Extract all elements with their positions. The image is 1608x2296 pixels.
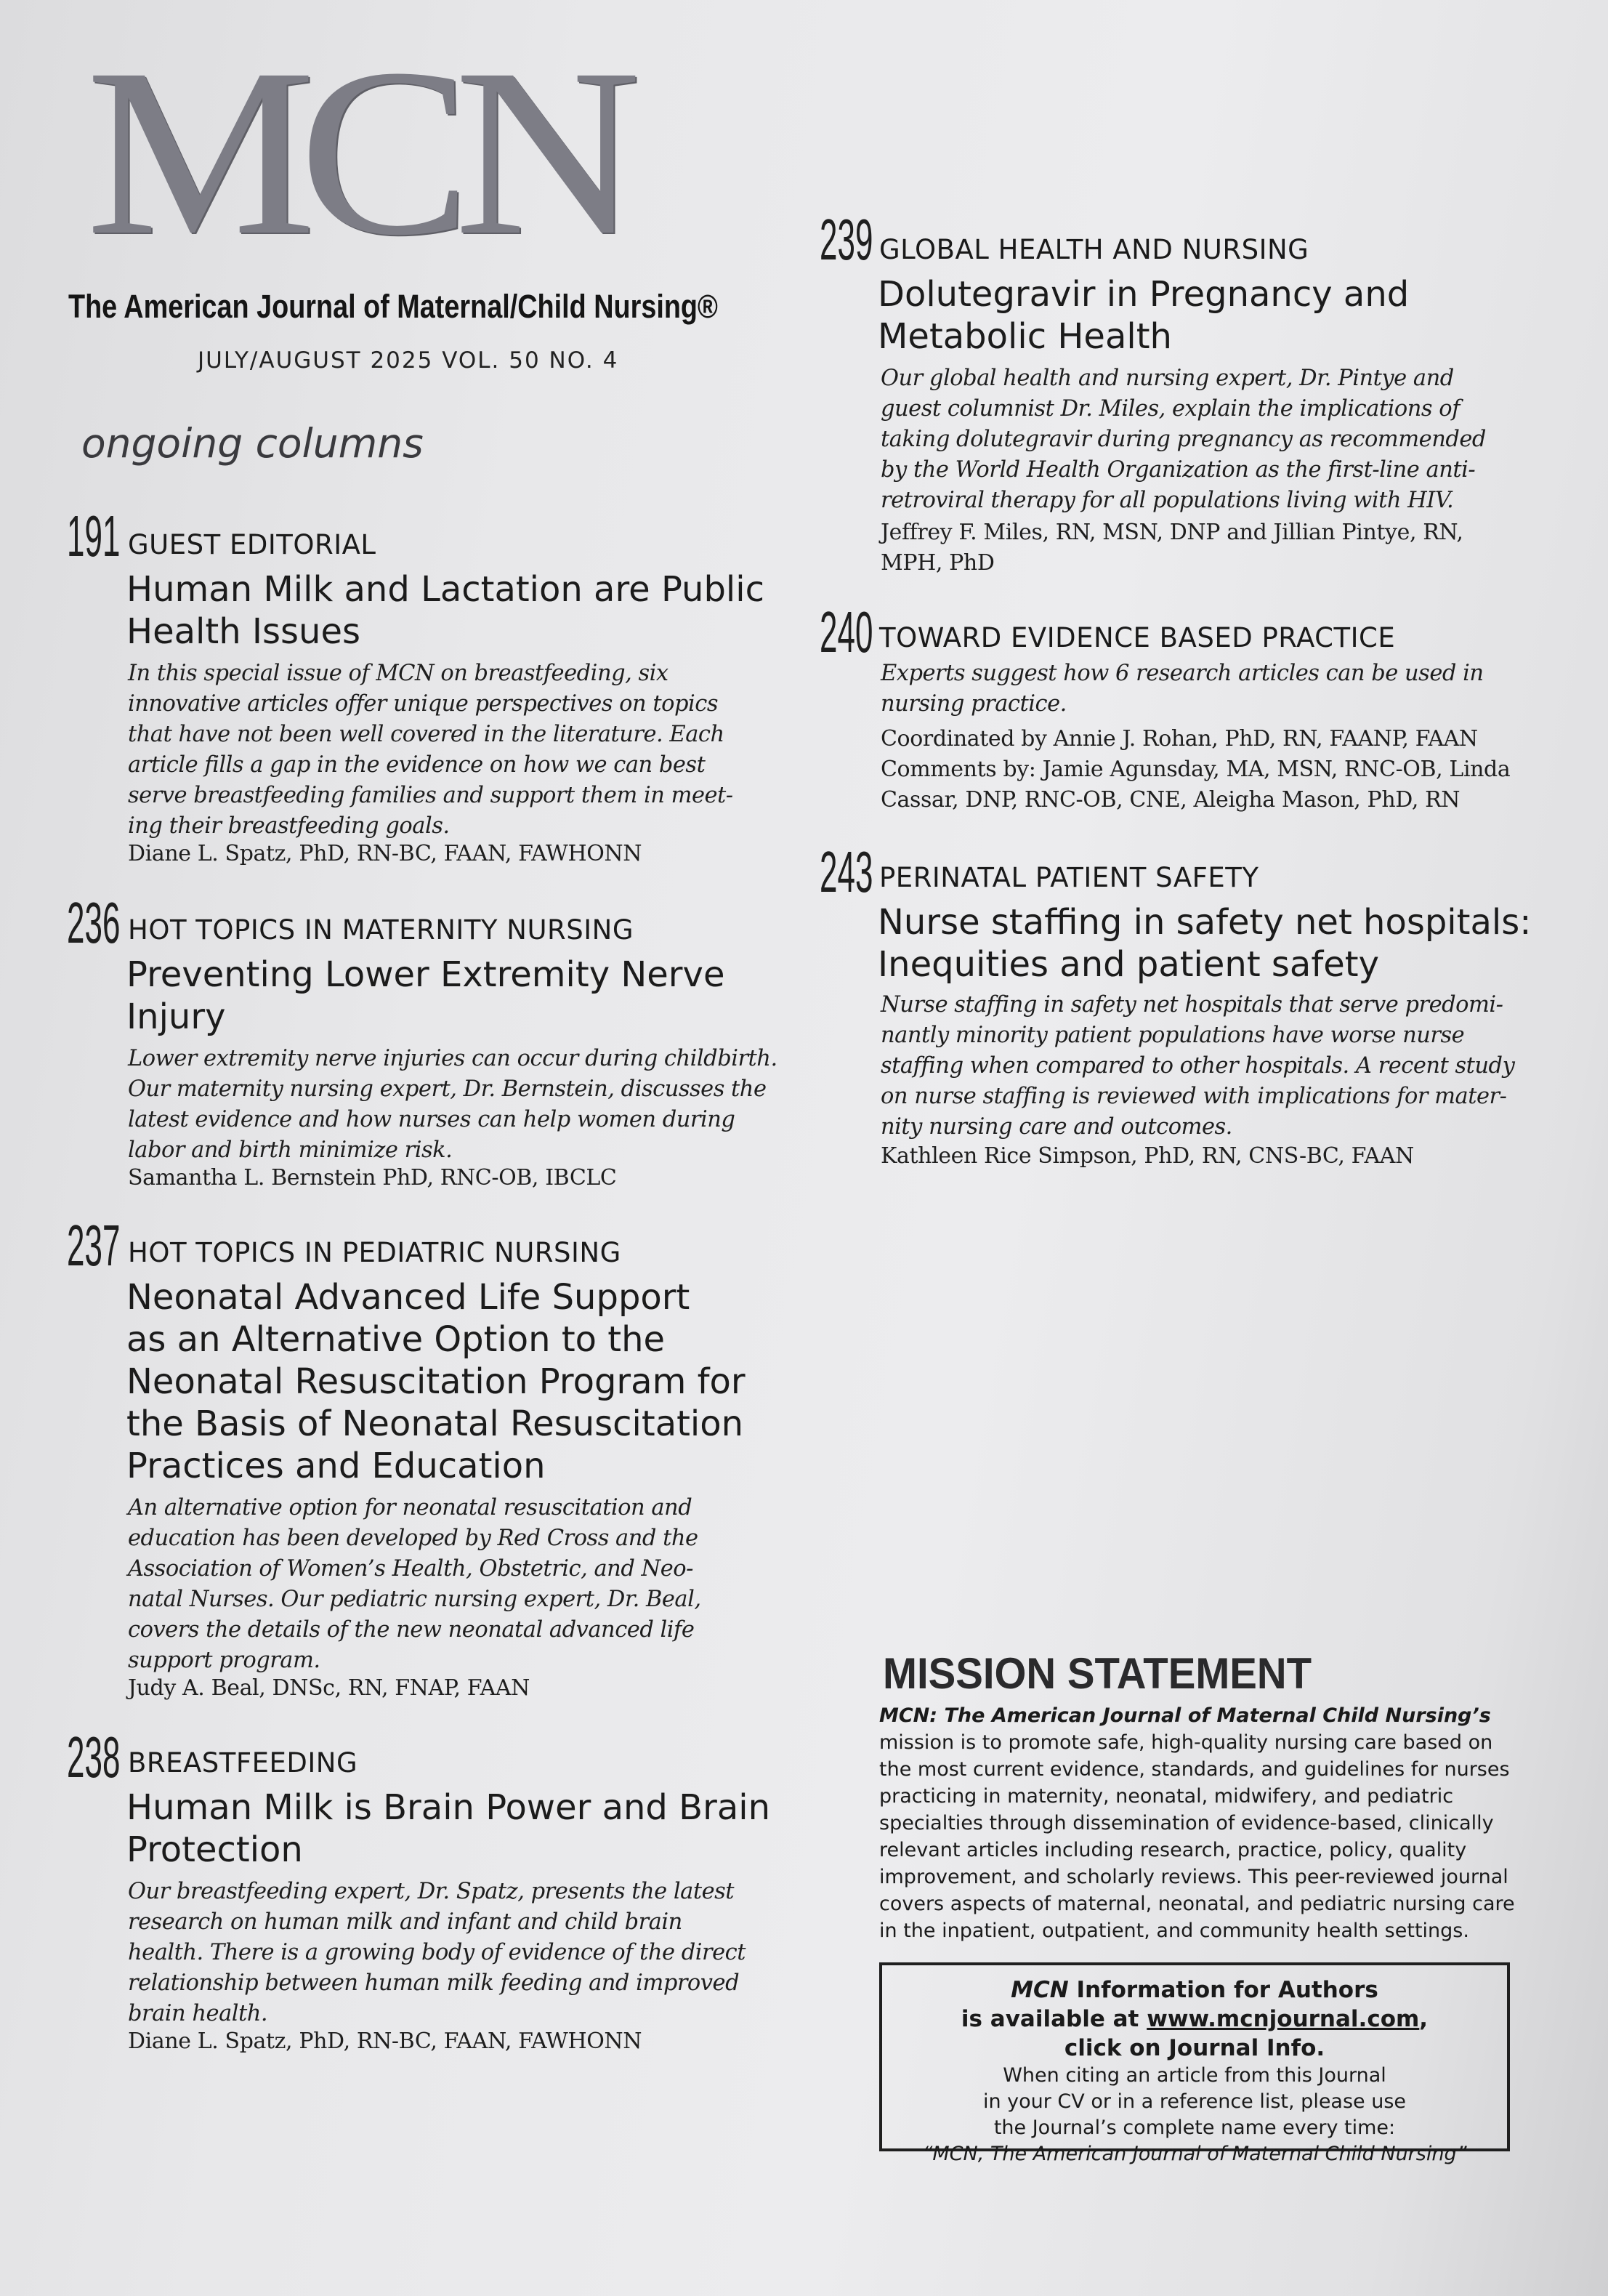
article-authors: Jeffrey F. Miles, RN, MSN, DNP and Jillian Pintye, RN, MPH, PhD <box>881 520 1463 576</box>
section-heading: BREASTFEEDING <box>128 1747 358 1779</box>
article-title[interactable]: Neonatal Advanced Life Support as an Alternative Option to the Neonatal Resuscitation Program for the Basis of Neonatal Resuscitation Practices and Education <box>126 1277 746 1486</box>
article-description: Nurse staffing in safety net hospitals that serve predomi- nantly minority patient populations have worse nurse staffing when compared to other hospitals. A recent study on nurse staffing is reviewed with implications for mater- nity nursing care and outcomes. <box>881 992 1515 1140</box>
section-heading: PERINATAL PATIENT SAFETY <box>879 862 1259 893</box>
mission-text <box>879 1702 1515 1944</box>
article-description: Our breastfeeding expert, Dr. Spatz, presents the latest research on human milk and infant and child brain health. There is a growing body of evidence of the direct relationship between human milk feeding and improved brain health. <box>128 1879 746 2026</box>
info-line-7: “MCN, The American Journal of Maternal Child Nursing” <box>922 2143 1467 2165</box>
mission-body: mission is to promote safe, high-quality nursing care based on the most current evidence, standards, and guidelines for nurses practicing in maternity, neonatal, midwifery, and pediatric specialties through dissemination of evidence-based, clinically relevant articles including research, practice, policy, quality improvement, and scholarly reviews. This peer-reviewed journal covers aspects of maternal, neonatal, and pediatric nursing care in the inpatient, outpatient, and community health settings. <box>879 1731 1515 1942</box>
page-number: 236 <box>67 890 121 955</box>
article-description: An alternative option for neonatal resuscitation and education has been developed by Red Cross and the Association of Women’s Health, Obstetric, and Neo- natal Nurses. Our pediatric nursing expert, Dr. Beal, covers the details of the new neonatal advanced life support program. <box>128 1495 701 1673</box>
page-number: 239 <box>820 207 873 272</box>
page-number: 238 <box>67 1725 121 1789</box>
section-heading: GUEST EDITORIAL <box>128 529 376 560</box>
journal-url-link[interactable]: www.mcnjournal.com <box>1147 2006 1420 2032</box>
section-heading: GLOBAL HEALTH AND NURSING <box>879 234 1309 265</box>
article-title[interactable]: Preventing Lower Extremity Nerve Injury <box>126 954 725 1037</box>
page-number: 191 <box>67 504 121 568</box>
article-authors: Kathleen Rice Simpson, PhD, RN, CNS-BC, FAAN <box>881 1143 1414 1169</box>
issue-info: JULY/AUGUST 2025 VOL. 50 NO. 4 <box>198 347 619 374</box>
article-description: Lower extremity nerve injuries can occur during childbirth. Our maternity nursing expert, Dr. Bernstein, discusses the latest evidence and how nurses can help women during labor and birth minimize risk. <box>128 1046 777 1163</box>
article-title[interactable]: Human Milk and Lactation are Public Health Issues <box>126 569 764 652</box>
mission-lead: MCN: The American Journal of Maternal Child Nursing’s <box>879 1704 1491 1727</box>
section-heading[interactable]: TOWARD EVIDENCE BASED PRACTICE <box>879 622 1396 653</box>
page-number: 240 <box>820 600 873 664</box>
article-description: Experts suggest how 6 research articles can be used in nursing practice. <box>881 661 1484 717</box>
article-authors: Samantha L. Bernstein PhD, RNC-OB, IBCLC <box>128 1165 617 1191</box>
journal-logo: MCN <box>86 20 624 285</box>
article-authors: Diane L. Spatz, PhD, RN-BC, FAAN, FAWHONN <box>128 2029 642 2054</box>
article-title[interactable]: Nurse staffing in safety net hospitals: Inequities and patient safety <box>878 902 1532 985</box>
section-heading: HOT TOPICS IN MATERNITY NURSING <box>128 914 634 946</box>
page-number: 243 <box>820 839 873 904</box>
info-line-1: MCN Information for Authors <box>1011 1977 1378 2003</box>
article-authors: Diane L. Spatz, PhD, RN-BC, FAAN, FAWHONN <box>128 841 642 866</box>
section-label: ongoing columns <box>81 420 424 467</box>
info-line-3: click on Journal Info. <box>1064 2035 1325 2061</box>
info-line-2: is available at www.mcnjournal.com, <box>961 2006 1429 2032</box>
info-line-6: the Journal’s complete name every time: <box>993 2116 1396 2139</box>
section-heading: HOT TOPICS IN PEDIATRIC NURSING <box>128 1237 621 1268</box>
article-description: In this special issue of MCN on breastfeeding, six innovative articles offer unique perspectives on topics that have not been well covered in the literature. Each article fills a gap in the evidence on how we can best serve breastfeeding families and support them in meet- ing their breastfeeding goals. <box>128 661 733 839</box>
authors-info-box <box>879 1962 1510 2165</box>
article-description: Our global health and nursing expert, Dr. Pintye and guest columnist Dr. Miles, explain the implications of taking dolutegravir during pregnancy as recommended by the World Health Organization as the first-line anti- retroviral therapy for all populations living with HIV. <box>881 366 1486 513</box>
article-authors: Coordinated by Annie J. Rohan, PhD, RN, FAANP, FAAN Comments by: Jamie Agunsday, MA, MSN, RNC-OB, Linda Cassar, DNP, RNC-OB, CNE, Aleigha Mason, PhD, RN <box>881 726 1511 813</box>
article-authors: Judy A. Beal, DNSc, RN, FNAP, FAAN <box>128 1675 530 1701</box>
mission-heading: MISSION STATEMENT <box>883 1649 1312 1698</box>
info-line-5: in your CV or in a reference list, please use <box>982 2090 1407 2113</box>
journal-subtitle: The American Journal of Maternal/Child Nursing® <box>68 288 718 325</box>
page-number: 237 <box>67 1213 121 1278</box>
article-title[interactable]: Human Milk is Brain Power and Brain Protection <box>126 1787 770 1870</box>
article-title[interactable]: Dolutegravir in Pregnancy and Metabolic Health <box>878 274 1410 357</box>
info-line-4: When citing an article from this Journal <box>1003 2064 1386 2087</box>
